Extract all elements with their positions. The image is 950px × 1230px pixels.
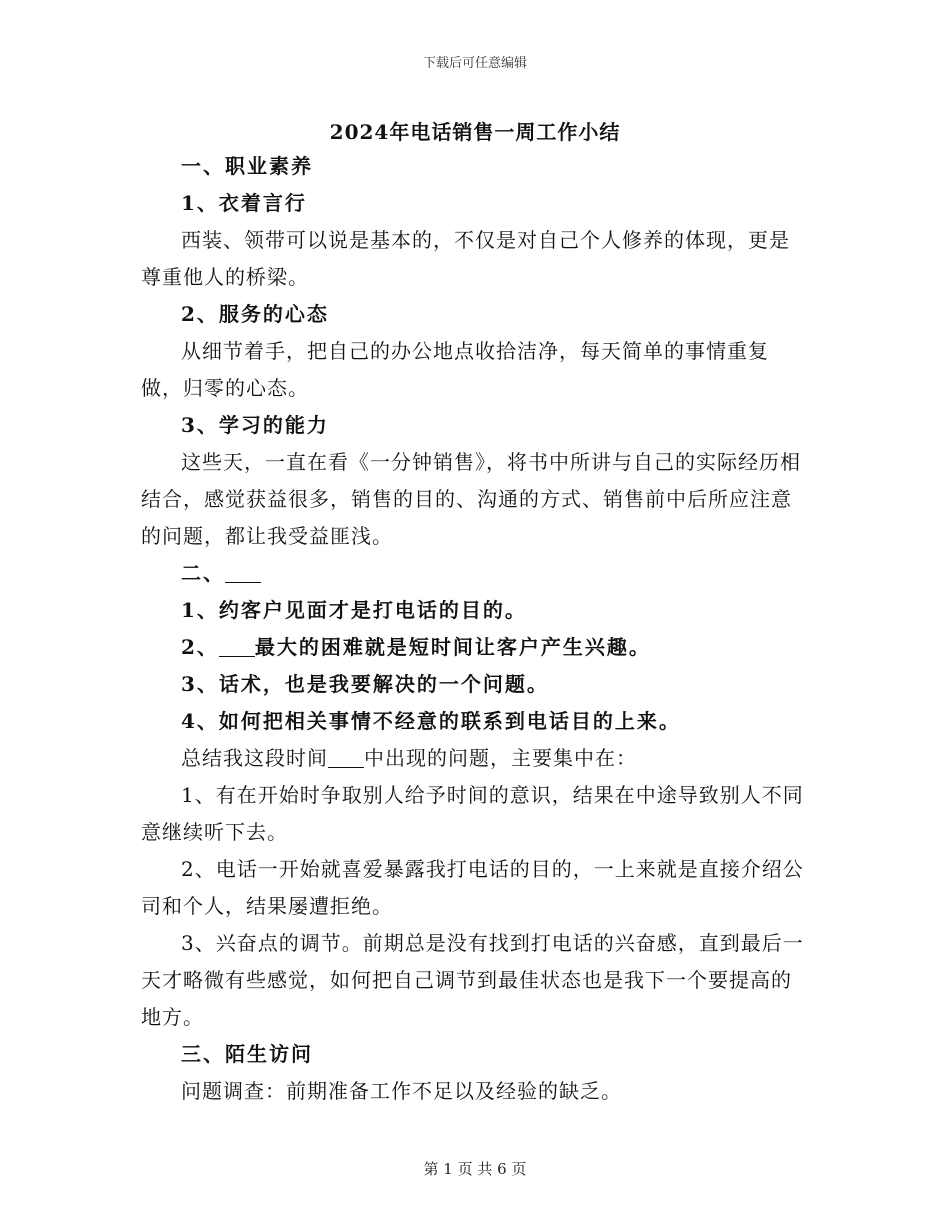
point-2-2-suffix: 最大的困难就是短时间让客户产生兴趣。 (254, 635, 651, 659)
subheading-1-2: 2、服务的心态 (181, 302, 329, 326)
document-title: 2024年电话销售一周工作小结 (329, 120, 621, 144)
summary-suffix: 中出现的问题，主要集中在： (364, 746, 637, 770)
problem-3: 3、兴奋点的调节。前期总是没有找到打电话的兴奋感，直到最后一天才略微有些感觉，如何把自己调节到最佳状态也是我下一个要提高的地方。 (141, 931, 804, 1029)
section-heading-2-prefix: 二、 (181, 561, 225, 585)
subheading-1-3: 3、学习的能力 (181, 413, 329, 437)
section-heading-2 (141, 555, 809, 592)
point-2-3: 3、话术，也是我要解决的一个问题。 (181, 672, 549, 696)
subheading-1-1: 1、衣着言行 (181, 191, 307, 215)
summary-prefix: 总结我这段时间 (181, 746, 328, 770)
point-2-2-prefix: 2、 (181, 635, 219, 659)
point-2-2 (141, 629, 809, 666)
paragraph-1-2: 从细节着手，把自己的办公地点收拾洁净，每天简单的事情重复做，归零的心态。 (141, 339, 769, 400)
document-body (141, 148, 809, 1110)
blank-line (225, 562, 261, 583)
point-2-1: 1、约客户见面才是打电话的目的。 (181, 598, 527, 622)
problem-1: 1、有在开始时争取别人给予时间的意识，结果在中途导致别人不同意继续听下去。 (141, 783, 804, 844)
header-note: 下载后可任意编辑 (422, 56, 527, 71)
summary-paragraph (141, 740, 809, 777)
point-2-4: 4、如何把相关事情不经意的联系到电话目的上来。 (181, 709, 681, 733)
paragraph-1-1: 西装、领带可以说是基本的，不仅是对自己个人修养的体现，更是尊重他人的桥梁。 (141, 228, 790, 289)
page-footer: 第 1 页 共 6 页 (423, 1160, 527, 1178)
problem-2: 2、电话一开始就喜爱暴露我打电话的目的，一上来就是直接介绍公司和个人，结果屡遭拒绝。 (141, 857, 804, 918)
paragraph-3: 问题调查：前期准备工作不足以及经验的缺乏。 (181, 1079, 622, 1103)
blank-line (219, 636, 255, 657)
section-heading-1: 一、职业素养 (181, 154, 313, 178)
section-heading-3: 三、陌生访问 (181, 1042, 313, 1066)
blank-line (328, 747, 364, 768)
paragraph-1-3: 这些天，一直在看《一分钟销售》，将书中所讲与自己的实际经历相结合，感觉获益很多，销售的目的、沟通的方式、销售前中后所应注意的问题，都让我受益匪浅。 (141, 450, 801, 548)
